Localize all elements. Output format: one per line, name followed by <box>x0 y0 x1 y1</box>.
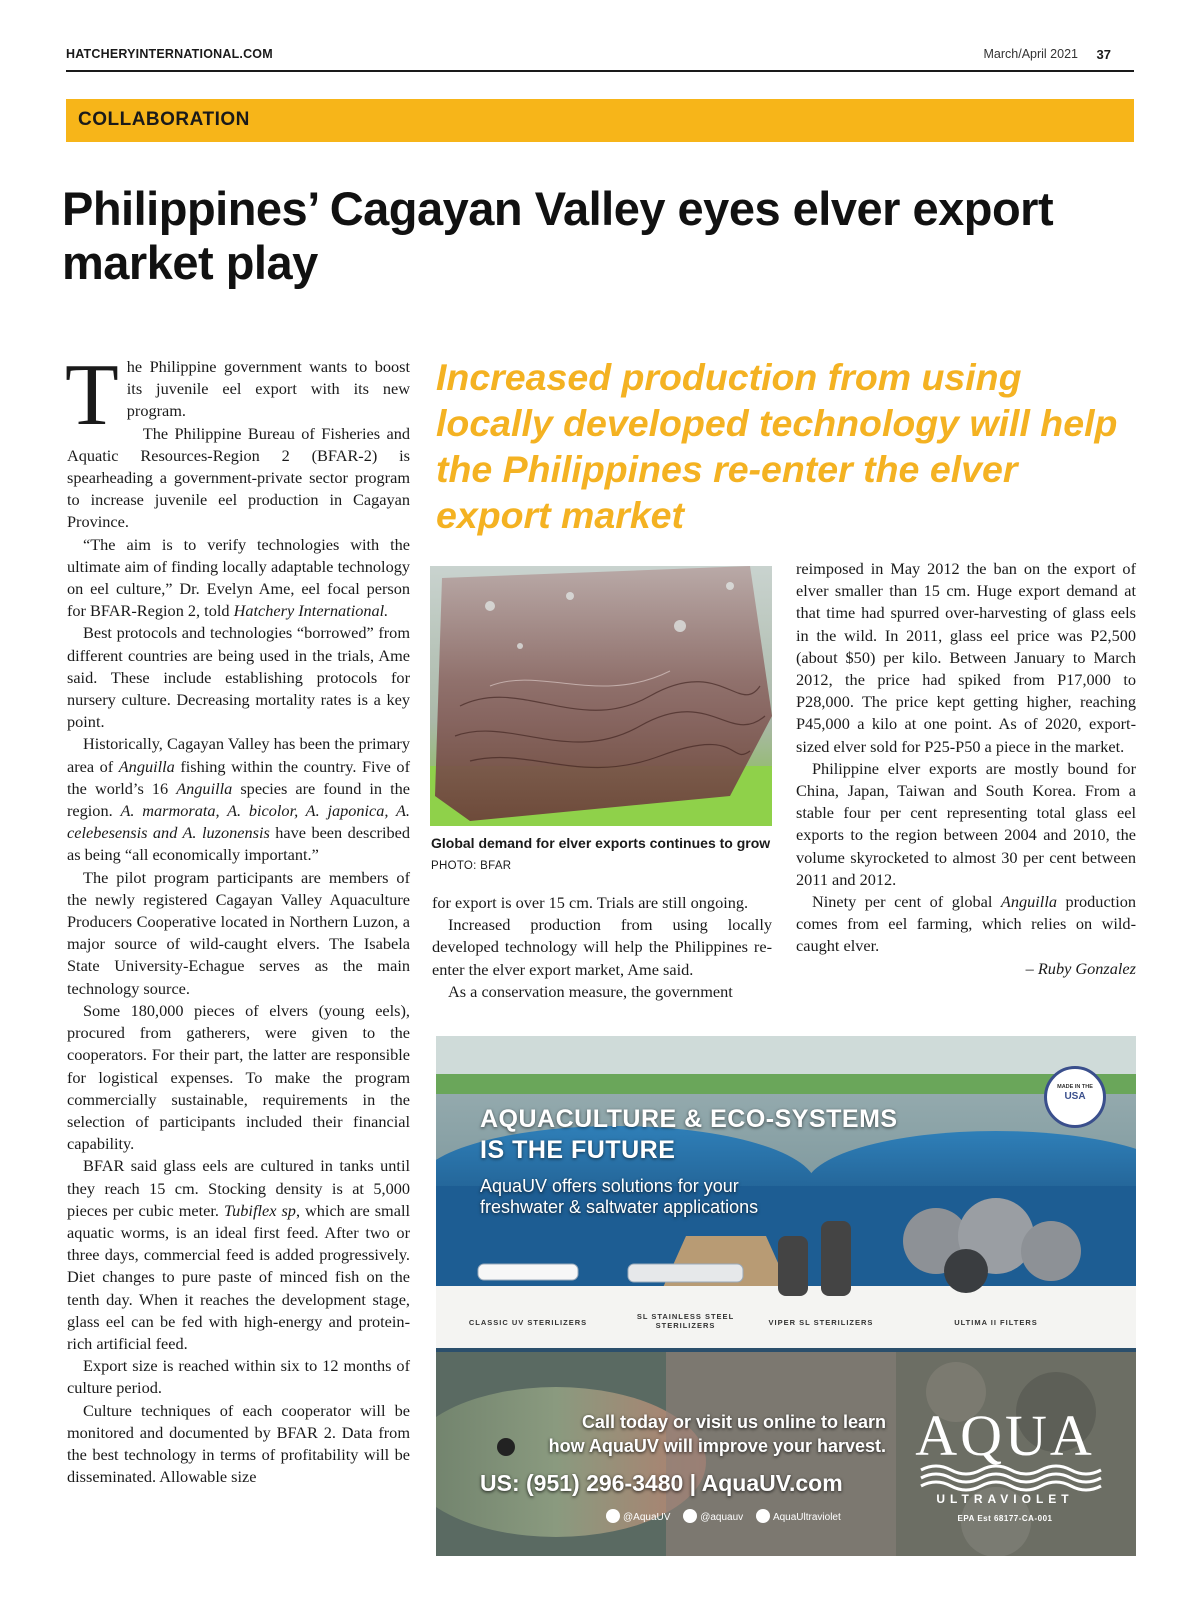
ad-headline <box>480 1104 898 1166</box>
paragraph-text: fishing within the country. Five of the world’s 16 <box>67 756 410 798</box>
viper-sterilizer-product <box>821 1221 851 1296</box>
ad-bottom-panel <box>436 1352 1136 1556</box>
ad-call-line: Call today or visit us online to learn <box>581 1412 886 1432</box>
made-in-usa-badge <box>1044 1066 1106 1128</box>
paragraph <box>67 733 410 866</box>
ultraviolet-logo-text: ULTRAVIOLET <box>936 1492 1074 1506</box>
viper-sterilizer-product <box>778 1236 808 1296</box>
article-column-1 <box>65 347 411 1488</box>
paragraph: Best protocols and technologies “borrowed” from different countries are being used in the trials, Ame said. These include establishing protocols for nursery culture. Decreasing mortality rates is a key point. <box>67 623 410 732</box>
caption-text: Global demand for elver exports continues to grow <box>431 835 771 851</box>
ad-phone-and-url[interactable]: US: (951) 296-3480 | AquaUV.com <box>480 1470 843 1496</box>
drop-cap: T <box>65 347 119 444</box>
publication-name: Hatchery International. <box>233 601 389 621</box>
issue-date: March/April 2021 <box>983 47 1078 61</box>
aquauv-advertisement[interactable] <box>436 1036 1136 1556</box>
paragraph-text: BFAR said glass eels are cultured in tanks until they reach 15 cm. Stocking density is at 5,000 pieces per cubic meter. <box>67 1156 410 1220</box>
ad-call-line: how AquaUV will improve your harvest. <box>548 1436 886 1456</box>
ad-subhead-line: freshwater & saltwater applications <box>480 1197 759 1217</box>
product-label: ULTIMA II FILTERS <box>954 1318 1038 1327</box>
social-handle[interactable]: AquaUltraviolet <box>772 1512 841 1523</box>
section-label: COLLABORATION <box>78 109 250 130</box>
paragraph: Philippine elver exports are mostly bound for China, Japan, Taiwan and South Korea. From a stable four per cent representing total glass eel exports to the region between 2004 and 2010, the volume skyrocketed to almost 30 per cent between 2011 and 2012. <box>796 758 1136 889</box>
product-label: CLASSIC UV STERILIZERS <box>468 1318 588 1327</box>
paragraph: reimposed in May 2012 the ban on the export of elver smaller than 15 cm. Huge export demand at that time had spurred over-harvesting of glass eels in the wild. In 2011, glass eel price was P2,500 (about $50) per kilo. Between January to March 2012, the price had spiked from P17,000 to P28,000. The price kept getting higher, reaching P45,000 a kilo at one point. As of 2020, export-sized elver sold for P25-P50 a piece in the market. <box>796 559 1136 756</box>
product-label-line: STERILIZERS <box>655 1321 716 1330</box>
paragraph-text: Ninety per cent of global <box>812 892 1001 912</box>
paragraph: The pilot program participants are members of the newly registered Cagayan Valley Aquaculture Producers Cooperative located in Northern Luzon, a major source of wild-caught elvers. The Isabela State University-Echague serves as the main technology source. <box>67 867 410 998</box>
photo-credit: PHOTO: BFAR <box>431 860 512 872</box>
product-label <box>618 1312 753 1330</box>
youtube-icon <box>756 1509 770 1523</box>
paragraph-text: species are found in the region. <box>67 778 411 821</box>
byline: – Ruby Gonzalez <box>1025 958 1136 978</box>
instagram-icon <box>683 1509 697 1523</box>
pull-quote: Increased production from using locally developed technology will help the Philippines re-enter the elver export market <box>436 356 1118 536</box>
species-name: Anguilla <box>118 756 175 776</box>
paragraph: Culture techniques of each cooperator will be monitored and documented by BFAR 2. Data from the best technology in terms of profitability will be disseminated. Allowable size <box>67 1400 410 1487</box>
species-name: Tubiflex sp <box>224 1200 296 1220</box>
section-band <box>66 99 1134 142</box>
species-list: A. marmorata, A. bicolor, A. japonica, A. celebesensis and A. luzonensis <box>67 801 410 843</box>
sl-stainless-sterilizer-product <box>628 1264 743 1282</box>
product-label: VIPER SL STERILIZERS <box>768 1318 874 1327</box>
paragraph <box>67 534 410 623</box>
paragraph-text: have been described as being “all economically important.” <box>67 823 411 865</box>
badge-main-text: USA <box>1064 1091 1086 1102</box>
paragraph: Export size is reached within six to 12 months of culture period. <box>67 1356 410 1398</box>
article-column-2 <box>432 892 772 1003</box>
paragraph: for export is over 15 cm. Trials are still ongoing. <box>432 893 749 912</box>
ad-subhead <box>480 1176 758 1218</box>
ad-subhead-line: AquaUV offers solutions for your <box>480 1176 739 1196</box>
paragraph-text: production comes from eel farming, which relies on wild-caught elver. <box>796 892 1137 956</box>
ad-social-links <box>596 1509 841 1523</box>
paragraph: The Philippine Bureau of Fisheries and Aquatic Resources-Region 2 (BFAR-2) is spearheading a government-private sector program to increase juvenile eel production in Cagayan Province. <box>67 423 410 532</box>
paragraph-text: , which are small aquatic worms, is an ideal first feed. After two or three days, commercial feed is added progressively. Diet changes to pure paste of minced fish on the tenth day. When it reaches the development stage, glass eel can be fed with high-energy and protein-rich artificial feed. <box>67 1200 410 1353</box>
badge-top-text: MADE IN THE <box>1057 1084 1093 1090</box>
classic-uv-sterilizer-product <box>478 1264 578 1280</box>
paragraph <box>65 347 410 444</box>
paragraph-text: he Philippine government wants to boost its juvenile eel export with its new program. <box>126 357 410 421</box>
social-handle[interactable]: @aquauv <box>700 1512 744 1523</box>
paragraph-text: “The aim is to verify technologies with the ultimate aim of finding locally adaptable technology on eel culture,” Dr. Evelyn Ame, eel focal person for BFAR-Region 2, told <box>67 534 410 621</box>
ad-call-to-action <box>476 1410 886 1458</box>
ad-top-panel <box>436 1036 1136 1348</box>
species-name: Anguilla <box>176 778 233 798</box>
photo-caption <box>431 833 776 877</box>
paragraph: Some 180,000 pieces of elvers (young eels), procured from gatherers, were given to the cooperators. For their part, the latter are responsible for logistical expenses. To make the program commercially sustainable, requirements in the selection of participants included their financial capability. <box>67 1000 410 1154</box>
ad-headline-line: AQUACULTURE & ECO-SYSTEMS <box>480 1105 898 1133</box>
ultima-filter-product <box>1021 1221 1081 1281</box>
paragraph <box>67 1155 410 1355</box>
paragraph <box>796 891 1136 958</box>
elver-photo <box>430 566 772 826</box>
site-name: HATCHERYINTERNATIONAL.COM <box>66 47 273 61</box>
paragraph: Increased production from using locally developed technology will help the Philippines re-enter the elver export market, Ame said. <box>432 915 772 979</box>
ad-headline-line: IS THE FUTURE <box>480 1136 676 1164</box>
paragraph-text: Historically, Cagayan Valley has been the primary area of <box>67 734 410 776</box>
facebook-icon <box>606 1509 620 1523</box>
article-column-3 <box>796 558 1136 980</box>
page-number: 37 <box>1096 47 1111 62</box>
social-handle[interactable]: @AquaUV <box>623 1512 671 1523</box>
product-label-line: SL STAINLESS STEEL <box>636 1312 735 1321</box>
species-name: Anguilla <box>1000 892 1057 912</box>
elver-photo-illustration <box>430 566 772 826</box>
paragraph: As a conservation measure, the government <box>448 981 733 1001</box>
headline: Philippines’ Cagayan Valley eyes elver export market play <box>62 182 1054 289</box>
epa-number: EPA Est 68177-CA-001 <box>957 1514 1053 1523</box>
ultima-filter-product <box>944 1249 988 1293</box>
aqua-logo: AQUA <box>915 1403 1095 1468</box>
header-rule <box>66 70 1134 72</box>
